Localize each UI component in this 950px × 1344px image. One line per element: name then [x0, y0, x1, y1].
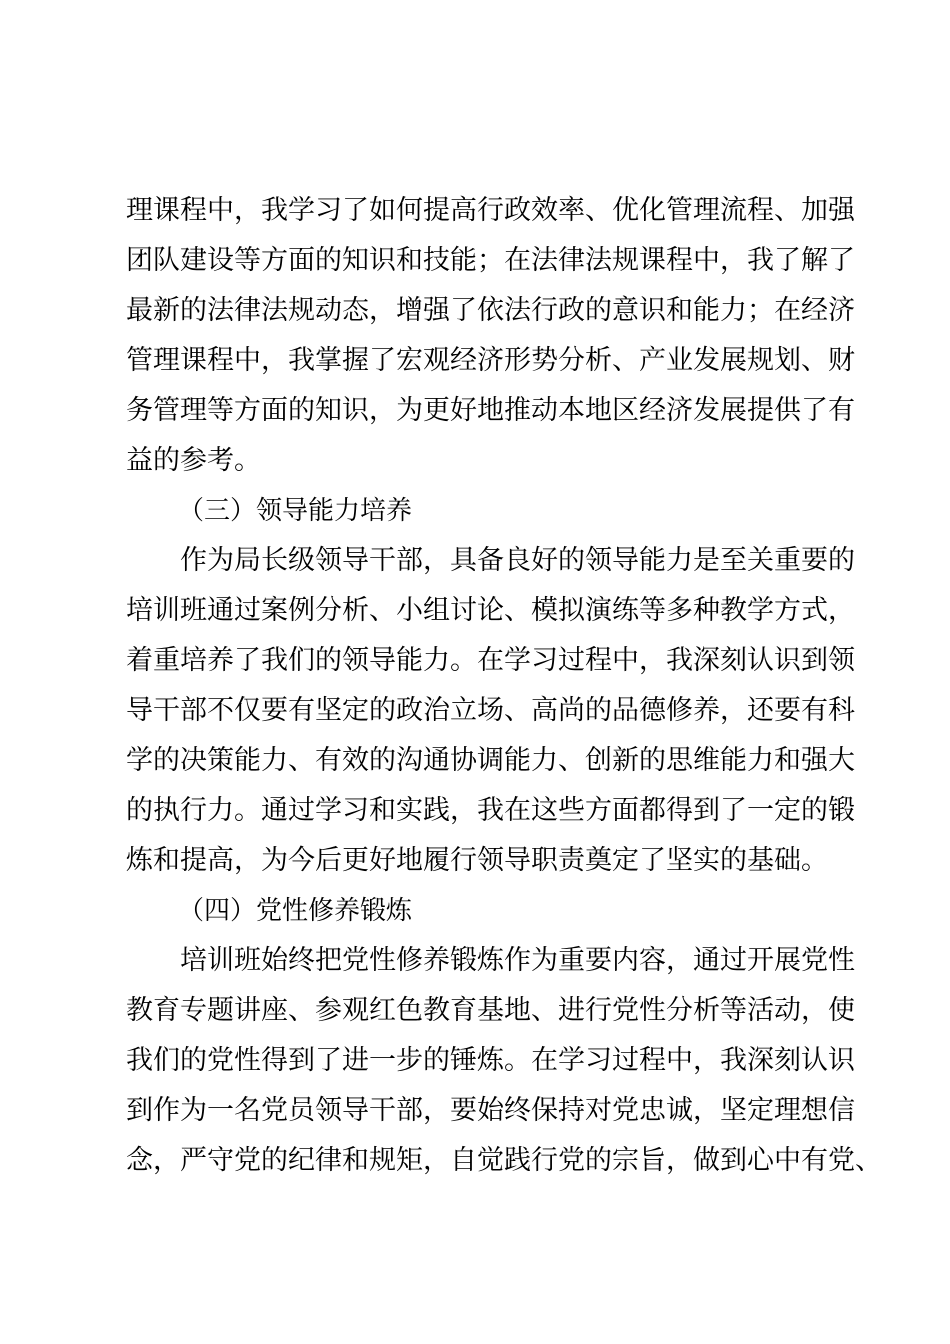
- text-line: 学的决策能力、有效的沟通协调能力、创新的思维能力和强大: [126, 745, 855, 776]
- text-line: 培训班通过案例分析、小组讨论、模拟演练等多种教学方式，: [126, 595, 855, 626]
- paragraph-leadership: [126, 536, 855, 886]
- paragraph-party-spirit: [126, 936, 882, 1186]
- text-line: 团队建设等方面的知识和技能；在法律法规课程中，我了解了: [126, 245, 855, 276]
- section-heading-party-spirit: （四）党性修养锻炼: [178, 896, 413, 926]
- text-line: 管理课程中，我掌握了宏观经济形势分析、产业发展规划、财: [126, 345, 855, 376]
- text-line: 到作为一名党员领导干部，要始终保持对党忠诚，坚定理想信: [126, 1095, 855, 1126]
- text-line: 炼和提高，为今后更好地履行领导职责奠定了坚实的基础。: [126, 845, 828, 876]
- text-line: 务管理等方面的知识，为更好地推动本地区经济发展提供了有: [126, 395, 855, 426]
- paragraph-management-courses: [126, 186, 855, 486]
- text-line: 导干部不仅要有坚定的政治立场、高尚的品德修养，还要有科: [126, 695, 855, 726]
- text-line: 的执行力。通过学习和实践，我在这些方面都得到了一定的锻: [126, 795, 855, 826]
- document-page: [126, 186, 882, 1186]
- section-heading-leadership: （三）领导能力培养: [178, 496, 413, 526]
- text-line: 念，严守党的纪律和规矩，自觉践行党的宗旨，做到心中有党、: [126, 1145, 882, 1176]
- text-line: 益的参考。: [126, 445, 261, 476]
- text-line: 作为局长级领导干部，具备良好的领导能力是至关重要的: [180, 545, 855, 576]
- text-line: 着重培养了我们的领导能力。在学习过程中，我深刻认识到领: [126, 645, 855, 676]
- text-line: 最新的法律法规动态，增强了依法行政的意识和能力；在经济: [126, 295, 855, 326]
- text-line: 我们的党性得到了进一步的锤炼。在学习过程中，我深刻认识: [126, 1045, 855, 1076]
- text-line: 培训班始终把党性修养锻炼作为重要内容，通过开展党性: [180, 945, 855, 976]
- text-line: 理课程中，我学习了如何提高行政效率、优化管理流程、加强: [126, 195, 855, 226]
- text-line: 教育专题讲座、参观红色教育基地、进行党性分析等活动，使: [126, 995, 855, 1026]
